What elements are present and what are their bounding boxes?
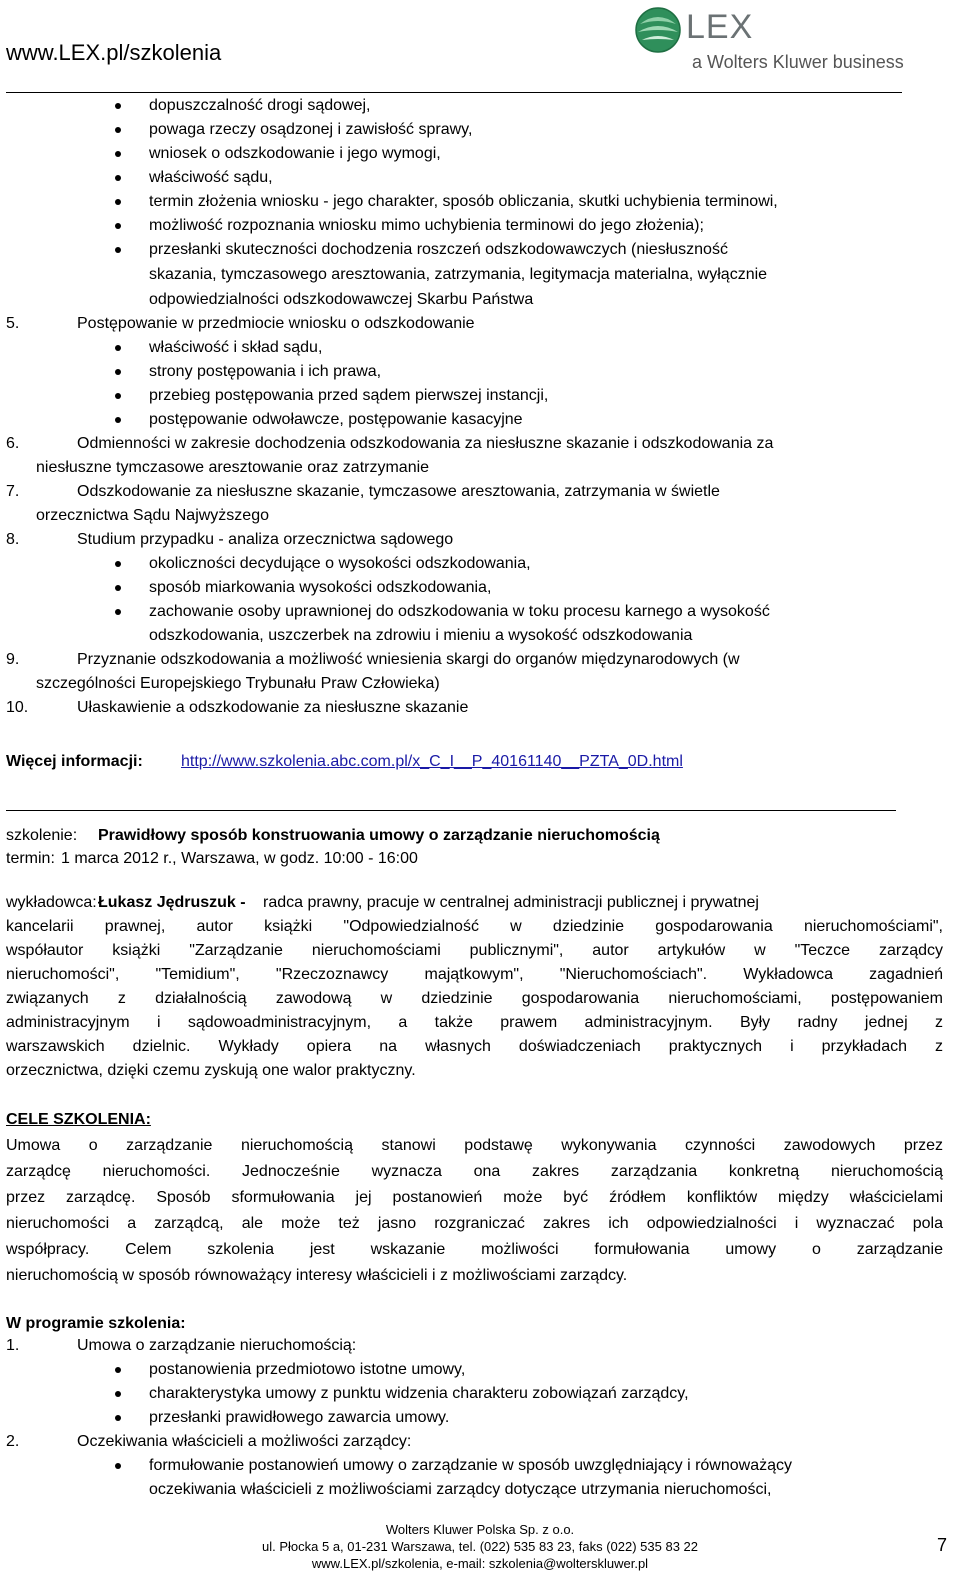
lex-globe-icon — [634, 6, 682, 54]
list-item-continuation: odpowiedzialności odszkodowawczej Skarbu Państwa — [149, 291, 534, 308]
list-item: termin złożenia wniosku - jego charakter, sposób obliczania, skutki uchybienia terminowi, — [149, 193, 778, 210]
section-title-continuation: orzecznictwa Sądu Najwyższego — [36, 507, 269, 524]
program-item: Umowa o zarządzanie nieruchomością: — [77, 1337, 357, 1354]
lecturer-bio-line: warszawskich dzielnic. Wykłady opiera na własnych doświadczeniach praktycznych i przykładach z — [6, 1038, 943, 1055]
list-item: przesłanki prawidłowego zawarcia umowy. — [149, 1409, 450, 1426]
section-number: 6. — [6, 435, 20, 452]
bullet-icon — [115, 417, 121, 423]
list-item: postanowienia przedmiotowo istotne umowy, — [149, 1361, 466, 1378]
list-item: możliwość rozpoznania wniosku mimo uchybienia terminowi do jego złożenia); — [149, 217, 704, 234]
footer-company: Wolters Kluwer Polska Sp. z o.o. — [385, 1522, 575, 1537]
list-item: postępowanie odwoławcze, postępowanie kasacyjne — [149, 411, 523, 428]
list-item: właściwość i skład sądu, — [149, 339, 323, 356]
header-url: www.LEX.pl/szkolenia — [6, 40, 222, 65]
section-title: Studium przypadku - analiza orzecznictwa sądowego — [77, 531, 454, 548]
list-item: właściwość sądu, — [149, 169, 273, 186]
section-title: Przyznanie odszkodowania a możliwość wniesienia skargi do organów międzynarodowych (w — [77, 651, 740, 668]
bullet-icon — [115, 1463, 121, 1469]
more-info-label: Więcej informacji: — [6, 753, 143, 770]
term-value: 1 marca 2012 r., Warszawa, w godz. 10:00 - 16:00 — [61, 850, 418, 867]
lecturer-bio-line: związanych z działalnością zawodową w dziedzinie gospodarowania nieruchomościami, postępowaniem — [6, 990, 943, 1007]
goals-line: nieruchomością w sposób równoważący interesy właścicieli i z możliwościami zarządcy. — [6, 1267, 628, 1284]
bullet-icon — [115, 561, 121, 567]
program-number: 2. — [6, 1433, 20, 1450]
program-number: 1. — [6, 1337, 20, 1354]
logo-subtitle: a Wolters Kluwer business — [692, 52, 904, 72]
section-number: 8. — [6, 531, 20, 548]
bullet-icon — [115, 1415, 121, 1421]
bullet-icon — [115, 345, 121, 351]
goals-line: zarządcę nieruchomości. Jednocześnie wyznacza ona zakres zarządzania konkretną nieruchomością — [6, 1163, 943, 1180]
lecturer-bio-line: nieruchomości", "Temidium", "Rzeczoznawcy majątkowym", "Nieruchomościach". Wykładowca zagadnień — [6, 966, 943, 983]
list-item: przebieg postępowania przed sądem pierwszej instancji, — [149, 387, 549, 404]
more-info-link[interactable]: http://www.szkolenia.abc.com.pl/x_C_I__P_40161140__PZTA_0D.html — [181, 753, 683, 770]
list-item: dopuszczalność drogi sądowej, — [149, 97, 371, 114]
section-title: Odszkodowanie za niesłuszne skazanie, tymczasowe aresztowania, zatrzymania w świetle — [77, 483, 720, 500]
list-item: charakterystyka umowy z punktu widzenia charakteru zobowiązań zarządcy, — [149, 1385, 689, 1402]
list-item-continuation: oczekiwania właścicieli z możliwościami zarządcy dotyczące utrzymania nieruchomości, — [149, 1481, 772, 1498]
section-number: 9. — [6, 651, 20, 668]
page-number: 7 — [937, 1535, 948, 1555]
page-header — [0, 0, 960, 96]
section-title-continuation: szczególności Europejskiego Trybunału Praw Człowieka) — [36, 675, 440, 692]
list-item-continuation: skazania, tymczasowego aresztowania, zatrzymania, legitymacja materialna, wyłącznie — [149, 266, 768, 283]
bullet-icon — [115, 103, 121, 109]
list-item: okoliczności decydujące o wysokości odszkodowania, — [149, 555, 531, 572]
lex-logo — [634, 6, 934, 76]
course-title: Prawidłowy sposób konstruowania umowy o zarządzanie nieruchomością — [98, 827, 660, 844]
bullet-icon — [115, 1391, 121, 1397]
lecturer-bio-line: orzecznictwa, dzięki czemu zyskują one walor praktyczny. — [6, 1062, 416, 1079]
section-number: 7. — [6, 483, 20, 500]
list-item: przesłanki skuteczności dochodzenia roszczeń odszkodowawczych (niesłuszność — [149, 241, 728, 258]
bullet-icon — [115, 175, 121, 181]
section-number: 10. — [6, 699, 29, 716]
list-item: zachowanie osoby uprawnionej do odszkodowania w toku procesu karnego a wysokość — [149, 603, 770, 620]
list-item: wniosek o odszkodowanie i jego wymogi, — [149, 145, 441, 162]
lecturer-bio-line: administracyjnym i sądowoadministracyjnym, a także prawem administracyjnym. Były radny jednej z — [6, 1014, 943, 1031]
list-item: sposób miarkowania wysokości odszkodowania, — [149, 579, 492, 596]
section-title: Odmienności w zakresie dochodzenia odszkodowania za niesłuszne skazanie i odszkodowania za — [77, 435, 774, 452]
program-heading: W programie szkolenia: — [6, 1315, 186, 1332]
bullet-icon — [115, 223, 121, 229]
bullet-icon — [115, 151, 121, 157]
bullet-icon — [115, 199, 121, 205]
section-title: Postępowanie w przedmiocie wniosku o odszkodowanie — [77, 315, 475, 332]
footer-contact: www.LEX.pl/szkolenia, e-mail: szkolenia@wolterskluwer.pl — [311, 1556, 649, 1571]
header-divider — [6, 92, 902, 93]
goals-line: Umowa o zarządzanie nieruchomością stanowi podstawę wykonywania czynności zawodowych przez — [6, 1137, 943, 1154]
bullet-icon — [115, 369, 121, 375]
list-item: strony postępowania i ich prawa, — [149, 363, 382, 380]
goals-line: przez zarządcę. Sposób sformułowania jej postanowień może być źródłem konfliktów między właścicielami — [6, 1189, 943, 1206]
goals-line: współpracy. Celem szkolenia jest wskazanie możliwości formułowania umowy o zarządzanie — [6, 1241, 943, 1258]
lecturer-name: Łukasz Jędruszuk - — [98, 894, 246, 911]
bullet-icon — [115, 393, 121, 399]
footer-address: ul. Płocka 5 a, 01-231 Warszawa, tel. (022) 535 83 23, faks (022) 535 83 22 — [262, 1539, 698, 1554]
bullet-icon — [115, 247, 121, 253]
lecturer-bio-line: współautor książki "Zarządzanie nieruchomościami publicznymi", autor artykułów w "Teczce zarządcy — [6, 942, 943, 959]
section-number: 5. — [6, 315, 20, 332]
section-title-continuation: niesłuszne tymczasowe aresztowanie oraz zatrzymanie — [36, 459, 430, 476]
section-divider — [6, 810, 896, 811]
course-label: szkolenie: — [6, 827, 78, 844]
lecturer-label: wykładowca: — [6, 894, 97, 911]
list-item: powaga rzeczy osądzonej i zawisłość sprawy, — [149, 121, 473, 138]
list-item: formułowanie postanowień umowy o zarządzanie w sposób uwzględniający i równoważący — [149, 1457, 792, 1474]
bullet-icon — [115, 585, 121, 591]
logo-text: LEX — [686, 8, 754, 46]
bullet-icon — [115, 127, 121, 133]
goals-line: nieruchomości a zarządcą, ale może też jasno rozgraniczać zakres ich odpowiedzialności i wyznaczać pola — [6, 1215, 943, 1232]
lecturer-bio-line: kancelarii prawnej, autor książki "Odpowiedzialność w dziedzinie gospodarowania nieruchomościami", — [6, 918, 943, 935]
term-label: termin: — [6, 850, 55, 867]
lecturer-bio-line: radca prawny, pracuje w centralnej administracji publicznej i prywatnej — [263, 894, 759, 911]
list-item-continuation: odszkodowania, uszczerbek na zdrowiu i mieniu a wysokość odszkodowania — [149, 627, 693, 644]
section-title: Ułaskawienie a odszkodowanie za niesłuszne skazanie — [77, 699, 469, 716]
goals-heading: CELE SZKOLENIA: — [6, 1111, 151, 1128]
program-item: Oczekiwania właścicieli a możliwości zarządcy: — [77, 1433, 412, 1450]
bullet-icon — [115, 1367, 121, 1373]
bullet-icon — [115, 609, 121, 615]
